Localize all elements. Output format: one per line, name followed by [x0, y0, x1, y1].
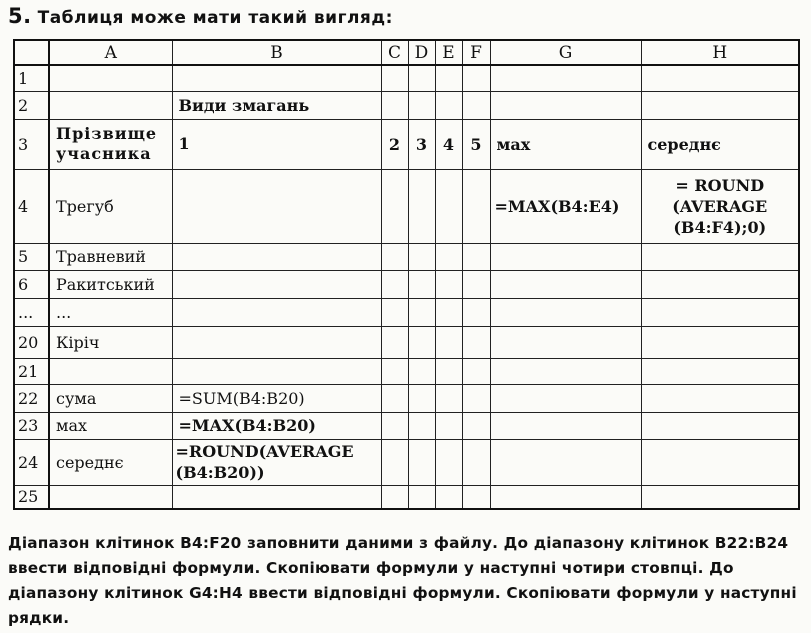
column-header[interactable]: D — [408, 40, 435, 65]
cell-c20[interactable] — [381, 326, 408, 358]
cell-h2[interactable] — [641, 91, 799, 119]
row-header[interactable]: 20 — [14, 326, 49, 358]
cell-h4[interactable]: = ROUND (AVERAGE (B4:F4);0) — [641, 169, 799, 243]
cell-g21[interactable] — [490, 358, 641, 384]
table-row — [14, 298, 799, 326]
row-header[interactable]: 1 — [14, 65, 49, 91]
cell-a20[interactable]: Кіріч — [49, 326, 172, 358]
cell-a22[interactable]: сума — [49, 384, 172, 412]
cell-h22[interactable] — [641, 384, 799, 412]
cell-d23[interactable] — [408, 412, 435, 439]
cell-a2[interactable] — [49, 91, 172, 119]
cell-d24[interactable] — [408, 439, 435, 485]
row-header[interactable]: ... — [14, 298, 49, 326]
cell-a24[interactable]: середнє — [49, 439, 172, 485]
cell-g23[interactable] — [490, 412, 641, 439]
cell-g4[interactable]: =MAX(B4:E4) — [490, 169, 641, 243]
cell-e22[interactable] — [435, 384, 462, 412]
cell-a6[interactable]: Ракитський — [49, 270, 172, 298]
cell-e23[interactable] — [435, 412, 462, 439]
cell-h23[interactable] — [641, 412, 799, 439]
cell-d5[interactable] — [408, 243, 435, 270]
cell-b1[interactable] — [172, 65, 381, 91]
instructions-paragraph: Діапазон клітинок B4:F20 заповнити даними з файлу. До діапазону клітинок B22:B24 ввести відповідні формули. Скопіювати формули у наступні чотири стовпці. До діапазону клітинок G4:H4 ввести відповідні формули. Скопіювати формули у наступні рядки. — [8, 534, 797, 627]
cell-f3[interactable]: 5 — [462, 119, 490, 169]
cell-c5[interactable] — [381, 243, 408, 270]
column-header[interactable]: H — [641, 40, 799, 65]
task-intro: Таблиця може мати такий вигляд: — [37, 8, 393, 28]
column-header-row — [14, 40, 799, 65]
cell-a5[interactable]: Травневий — [49, 243, 172, 270]
cell-d4[interactable] — [408, 169, 435, 243]
row-header[interactable]: 21 — [14, 358, 49, 384]
column-header[interactable]: G — [490, 40, 641, 65]
cell-g3[interactable]: мах — [490, 119, 641, 169]
row-header[interactable]: 4 — [14, 169, 49, 243]
task-heading — [8, 2, 393, 32]
cell-d2[interactable] — [408, 91, 435, 119]
table-row — [14, 384, 799, 412]
row-header[interactable]: 23 — [14, 412, 49, 439]
cell-a21[interactable] — [49, 358, 172, 384]
cell-f4[interactable] — [462, 169, 490, 243]
cell-h20[interactable] — [641, 326, 799, 358]
cell-c6[interactable] — [381, 270, 408, 298]
cell-e3[interactable]: 4 — [435, 119, 462, 169]
task-number: 5. — [8, 4, 32, 28]
cell-f20[interactable] — [462, 326, 490, 358]
cell-b21[interactable] — [172, 358, 381, 384]
table-row — [14, 243, 799, 270]
cell-c-ellipsis[interactable] — [381, 298, 408, 326]
cell-f25[interactable] — [462, 485, 490, 509]
cell-c24[interactable] — [381, 439, 408, 485]
cell-e4[interactable] — [435, 169, 462, 243]
row-header[interactable]: 5 — [14, 243, 49, 270]
cell-b20[interactable] — [172, 326, 381, 358]
cell-f-ellipsis[interactable] — [462, 298, 490, 326]
cell-c3[interactable]: 2 — [381, 119, 408, 169]
table-row — [14, 91, 799, 119]
cell-c4[interactable] — [381, 169, 408, 243]
cell-d1[interactable] — [408, 65, 435, 91]
cell-b4[interactable] — [172, 169, 381, 243]
cell-d-ellipsis[interactable] — [408, 298, 435, 326]
cell-d22[interactable] — [408, 384, 435, 412]
cell-d3[interactable]: 3 — [408, 119, 435, 169]
column-header[interactable]: E — [435, 40, 462, 65]
column-header[interactable]: B — [172, 40, 381, 65]
cell-h1[interactable] — [641, 65, 799, 91]
cell-h21[interactable] — [641, 358, 799, 384]
cell-b24[interactable]: =ROUND(AVERAGE (B4:B20)) — [172, 439, 381, 485]
cell-e2[interactable] — [435, 91, 462, 119]
table-row — [14, 169, 799, 243]
cell-h25[interactable] — [641, 485, 799, 509]
table-row — [14, 412, 799, 439]
cell-f22[interactable] — [462, 384, 490, 412]
table-row — [14, 439, 799, 485]
cell-a23[interactable]: мах — [49, 412, 172, 439]
cell-g1[interactable] — [490, 65, 641, 91]
cell-a3[interactable]: Прізвище учасника — [49, 119, 172, 169]
cell-g25[interactable] — [490, 485, 641, 509]
spreadsheet-table — [13, 39, 800, 510]
cell-f24[interactable] — [462, 439, 490, 485]
cell-f21[interactable] — [462, 358, 490, 384]
column-header[interactable]: F — [462, 40, 490, 65]
column-header[interactable]: A — [49, 40, 172, 65]
cell-b6[interactable] — [172, 270, 381, 298]
cell-b25[interactable] — [172, 485, 381, 509]
row-header[interactable]: 3 — [14, 119, 49, 169]
cell-b23[interactable]: =MAX(B4:B20) — [172, 412, 381, 439]
cell-c2[interactable] — [381, 91, 408, 119]
column-header[interactable]: C — [381, 40, 408, 65]
cell-h-ellipsis[interactable] — [641, 298, 799, 326]
cell-g22[interactable] — [490, 384, 641, 412]
table-row — [14, 485, 799, 509]
cell-b-ellipsis[interactable] — [172, 298, 381, 326]
corner-cell[interactable] — [14, 40, 49, 65]
cell-h3[interactable]: середнє — [641, 119, 799, 169]
table-row — [14, 65, 799, 91]
cell-g6[interactable] — [490, 270, 641, 298]
cell-f23[interactable] — [462, 412, 490, 439]
cell-e6[interactable] — [435, 270, 462, 298]
table-row — [14, 270, 799, 298]
cell-e1[interactable] — [435, 65, 462, 91]
cell-b5[interactable] — [172, 243, 381, 270]
cell-e25[interactable] — [435, 485, 462, 509]
row-header[interactable]: 2 — [14, 91, 49, 119]
cell-c1[interactable] — [381, 65, 408, 91]
cell-h24[interactable] — [641, 439, 799, 485]
cell-e-ellipsis[interactable] — [435, 298, 462, 326]
cell-e24[interactable] — [435, 439, 462, 485]
cell-d21[interactable] — [408, 358, 435, 384]
row-header[interactable]: 22 — [14, 384, 49, 412]
table-row — [14, 119, 799, 169]
cell-f6[interactable] — [462, 270, 490, 298]
cell-e5[interactable] — [435, 243, 462, 270]
cell-h6[interactable] — [641, 270, 799, 298]
cell-a1[interactable] — [49, 65, 172, 91]
cell-b22[interactable]: =SUM(B4:B20) — [172, 384, 381, 412]
table-row — [14, 358, 799, 384]
cell-g5[interactable] — [490, 243, 641, 270]
cell-a-ellipsis[interactable]: ... — [49, 298, 172, 326]
cell-g-ellipsis[interactable] — [490, 298, 641, 326]
cell-a4[interactable]: Трегуб — [49, 169, 172, 243]
cell-f1[interactable] — [462, 65, 490, 91]
cell-c25[interactable] — [381, 485, 408, 509]
table-row — [14, 326, 799, 358]
cell-g2[interactable] — [490, 91, 641, 119]
cell-a25[interactable] — [49, 485, 172, 509]
row-header[interactable]: 25 — [14, 485, 49, 509]
cell-d25[interactable] — [408, 485, 435, 509]
cell-g24[interactable] — [490, 439, 641, 485]
cell-b3[interactable]: 1 — [172, 119, 381, 169]
cell-d20[interactable] — [408, 326, 435, 358]
cell-h5[interactable] — [641, 243, 799, 270]
row-header[interactable]: 6 — [14, 270, 49, 298]
cell-d6[interactable] — [408, 270, 435, 298]
cell-e20[interactable] — [435, 326, 462, 358]
cell-e21[interactable] — [435, 358, 462, 384]
cell-g20[interactable] — [490, 326, 641, 358]
row-header[interactable]: 24 — [14, 439, 49, 485]
cell-c22[interactable] — [381, 384, 408, 412]
cell-b2[interactable]: Види змагань — [172, 91, 381, 119]
cell-f2[interactable] — [462, 91, 490, 119]
cell-c23[interactable] — [381, 412, 408, 439]
cell-c21[interactable] — [381, 358, 408, 384]
cell-f5[interactable] — [462, 243, 490, 270]
